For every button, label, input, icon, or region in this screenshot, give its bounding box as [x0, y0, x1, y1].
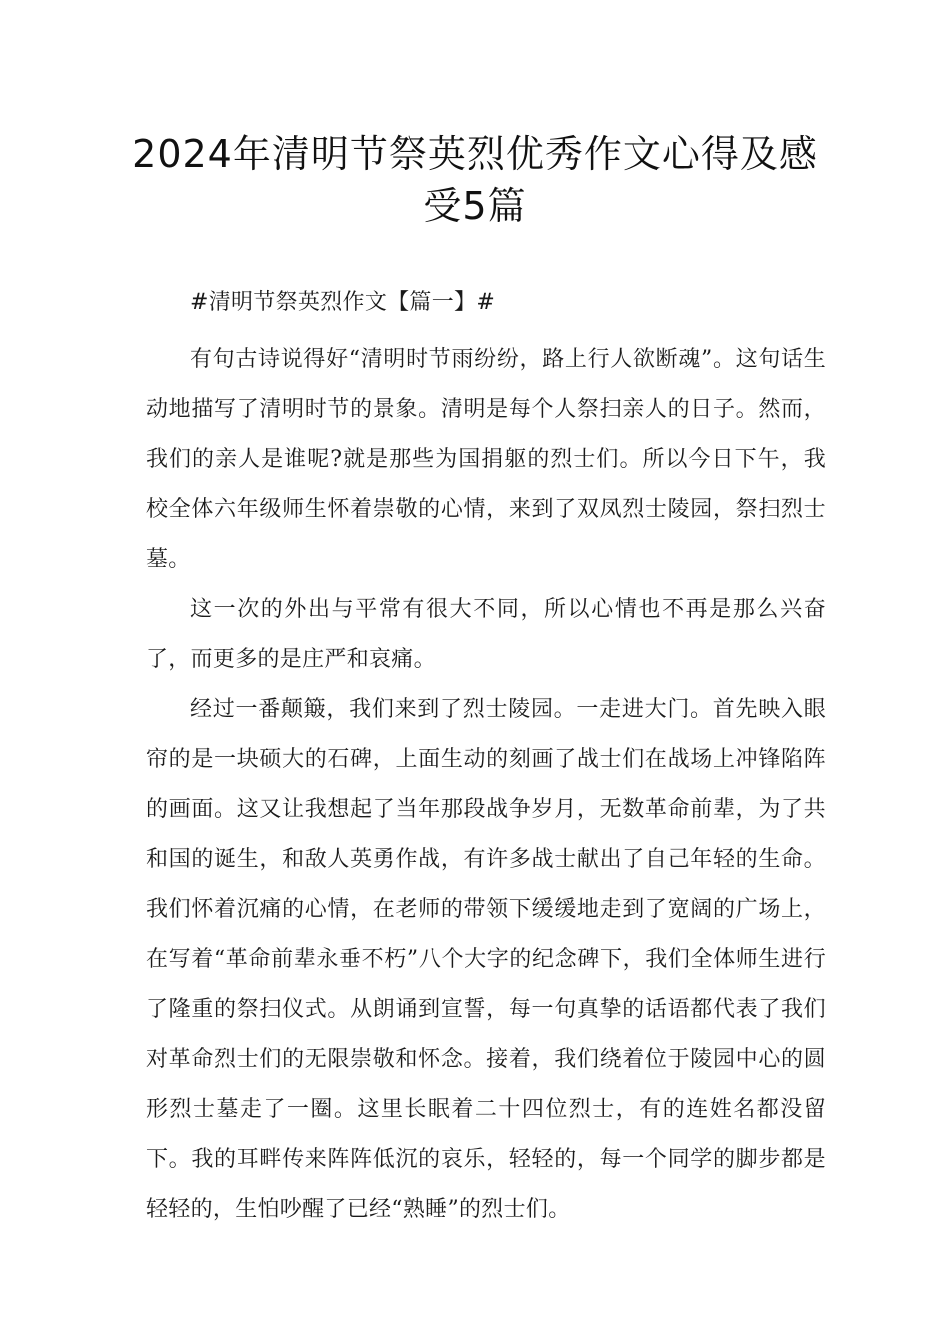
section-heading: #清明节祭英烈作文【篇一】# — [190, 290, 496, 315]
document-body — [146, 285, 826, 1235]
paragraph-3: 经过一番颠簸，我们来到了烈士陵园。一走进大门。首先映入眼帘的是一块硕大的石碑，上面生动的刻画了战士们在战场上冲锋陷阵的画面。这又让我想起了当年那段战争岁月，无数革命前辈，为了共和国的诞生，和敌人英勇作战，有许多战士献出了自己年轻的生命。我们怀着沉痛的心情，在老师的带领下缓缓地走到了宽阔的广场上，在写着“革命前辈永垂不朽”八个大字的纪念碑下，我们全体师生进行了隆重的祭扫仪式。从朗诵到宣誓，每一句真挚的话语都代表了我们对革命烈士们的无限崇敬和怀念。接着，我们绕着位于陵园中心的圆形烈士墓走了一圈。这里长眠着二十四位烈士，有的连姓名都没留下。我的耳畔传来阵阵低沉的哀乐，轻轻的，每一个同学的脚步都是轻轻的，生怕吵醒了已经“熟睡”的烈士们。 — [146, 697, 826, 1222]
title-line-1: 2024年清明节祭英烈优秀作文心得及感 — [132, 132, 818, 176]
document-title — [120, 128, 830, 232]
paragraph-1: 有句古诗说得好“清明时节雨纷纷，路上行人欲断魂”。这句话生动地描写了清明时节的景象。清明是每个人祭扫亲人的日子。然而，我们的亲人是谁呢?就是那些为国捐躯的烈士们。所以今日下午，我校全体六年级师生怀着崇敬的心情，来到了双凤烈士陵园，祭扫烈士墓。 — [146, 347, 826, 572]
title-line-2: 受5篇 — [423, 184, 527, 228]
paragraph-2: 这一次的外出与平常有很大不同，所以心情也不再是那么兴奋了，而更多的是庄严和哀痛。 — [146, 597, 826, 672]
